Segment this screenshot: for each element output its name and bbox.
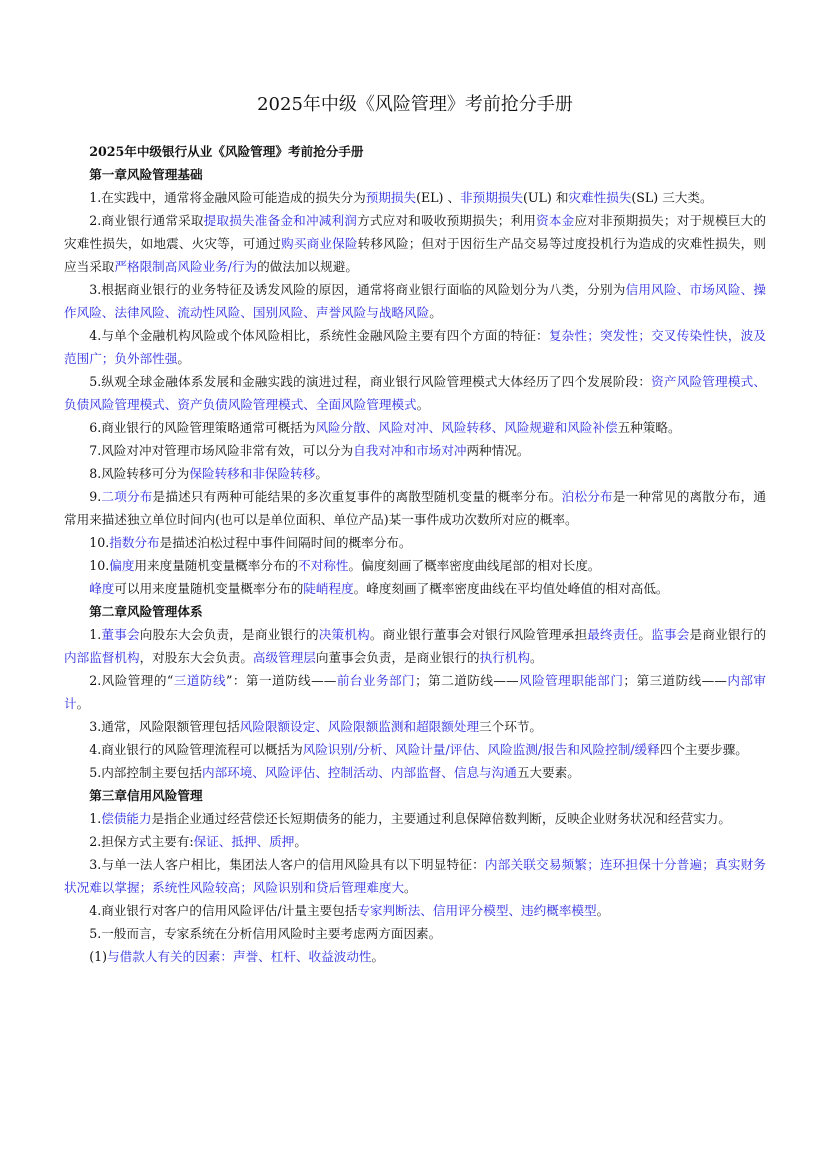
text-segment: 10. — [89, 558, 110, 573]
chapter-heading: 第三章信用风险管理 — [89, 788, 203, 803]
paragraph — [64, 807, 766, 830]
text-segment: 。 — [76, 696, 90, 711]
text-segment: 方式应对和吸收预期损失；利用 — [357, 213, 537, 228]
highlighted-term: 泊松分布 — [561, 489, 613, 504]
highlighted-term: 严格限制高风险业务/行为 — [114, 259, 258, 274]
text-segment: 10. — [89, 535, 110, 550]
text-segment: 。 — [315, 466, 328, 481]
text-segment: 6.商业银行的风险管理策略通常可概括为 — [89, 420, 316, 435]
paragraph — [64, 416, 766, 439]
text-segment: 是描述只有两种可能结果的多次重复事件的离散型随机变量的概率分布。 — [152, 489, 562, 504]
text-segment: 7.风险对冲对管理市场风险非常有效，可以分为 — [89, 443, 354, 458]
highlighted-term: 最终责任 — [587, 627, 639, 642]
highlighted-term: 风险管理职能部门 — [518, 673, 624, 688]
paragraph — [64, 209, 766, 278]
text-segment: 3.与单一法人客户相比，集团法人客户的信用风险具有以下明显特征： — [89, 857, 485, 872]
text-segment: 1. — [89, 811, 102, 826]
paragraph — [64, 186, 766, 209]
paragraph — [64, 531, 766, 554]
chapters-container — [64, 163, 766, 968]
text-segment: (1) — [89, 949, 108, 964]
paragraph — [64, 577, 766, 600]
text-segment: (SL) 三大类。 — [631, 190, 713, 205]
text-segment: 。 — [371, 949, 385, 964]
highlighted-term: 风险识别/分析、风险计量/评估、风险监测/报告和风险控制/缓释 — [302, 742, 660, 757]
text-segment: 。偏度刻画了概率密度曲线尾部的相对长度。 — [348, 558, 601, 573]
paragraph — [64, 922, 766, 945]
text-segment: 。商业银行董事会对银行风险管理承担 — [369, 627, 588, 642]
text-segment: 8.风险转移可分为 — [89, 466, 190, 481]
text-segment: 是一种常见的离散分布，通常用来描述独立单位时间内(也可以是单位面积、单位产品)某一事件成功次数所对应的概率。 — [64, 489, 767, 527]
highlighted-term: 内部审计 — [64, 673, 766, 711]
text-segment: 的做法加以规避。 — [257, 259, 358, 274]
highlighted-term: 内部监督机构 — [64, 650, 140, 665]
paragraph — [64, 715, 766, 738]
highlighted-term: 购买商业保险 — [281, 236, 358, 251]
text-segment: 9. — [89, 489, 102, 504]
text-segment: 转移风险；但对于因衍生产品交易等过度投机行为造成的灾难性损失，则应当采取 — [64, 236, 767, 274]
highlighted-term: 预期损失 — [365, 190, 417, 205]
text-segment: 4.商业银行的风险管理流程可以概括为 — [89, 742, 303, 757]
text-segment: 用来度量随机变量概率分布的 — [134, 558, 299, 573]
highlighted-term: 执行机构 — [479, 650, 530, 665]
text-segment: 3.根据商业银行的业务特征及诱发风险的原因，通常将商业银行面临的风险划分为八类，分别为 — [89, 282, 626, 297]
text-segment: 三个环节。 — [479, 719, 542, 734]
highlighted-term: 与借款人有关的因素：声誉、杠杆、收益波动性 — [107, 949, 372, 964]
text-segment: ，对股东大会负责。 — [139, 650, 253, 665]
highlighted-term: 监事会 — [651, 627, 690, 642]
highlighted-term: 内部关联交易频繁；连环担保十分普遍；真实财务状况难以掌握；系统性风险较高；风险识别和贷后管理难度大 — [64, 857, 766, 895]
text-segment: 。 — [404, 880, 417, 895]
text-segment: 五种策略。 — [617, 420, 681, 435]
document-title: 2025年中级《风险管理》考前抢分手册 — [257, 94, 573, 115]
chapter-heading: 第二章风险管理体系 — [89, 604, 203, 619]
highlighted-term: 复杂性；突发性；交叉传染性快，波及范围广；负外部性强 — [64, 328, 766, 366]
text-segment: 2.商业银行通常采取 — [89, 213, 204, 228]
text-segment: 是描述泊松过程中事件间隔时间的概率分布。 — [159, 535, 412, 550]
text-segment: 两种情况。 — [466, 443, 530, 458]
text-segment: 五大要素。 — [516, 765, 580, 780]
text-segment: 可以用来度量随机变量概率分布的 — [114, 581, 304, 596]
highlighted-term: 非预期损失 — [460, 190, 524, 205]
highlighted-term: 高级管理层 — [252, 650, 316, 665]
text-segment: 5.内部控制主要包括 — [89, 765, 202, 780]
highlighted-term: 二项分布 — [101, 489, 153, 504]
paragraph — [64, 669, 766, 715]
text-segment: 。 — [429, 305, 442, 320]
text-segment: 4.商业银行对客户的信用风险评估/计量主要包括 — [89, 903, 358, 918]
highlighted-term: 风险分散、风险对冲、风险转移、风险规避和风险补偿 — [315, 420, 618, 435]
text-segment: 。 — [596, 903, 610, 918]
highlighted-term: 决策机构 — [318, 627, 370, 642]
document-body — [64, 140, 766, 968]
paragraph — [64, 554, 766, 577]
text-segment: 。 — [177, 351, 190, 366]
highlighted-term: 专家判断法、信用评分模型、违约概率模型 — [357, 903, 597, 918]
paragraph — [64, 853, 766, 899]
text-segment: 向股东大会负责，是商业银行的 — [139, 627, 319, 642]
text-segment: (EL) 、 — [416, 190, 461, 205]
highlighted-term: 峰度 — [89, 581, 115, 596]
paragraph — [64, 830, 766, 853]
highlighted-term: 资本金 — [536, 213, 575, 228]
highlighted-term: 灾难性损失 — [568, 190, 632, 205]
paragraph — [64, 623, 766, 669]
paragraph — [64, 439, 766, 462]
highlighted-term: 资产风险管理模式、负债风险管理模式、资产负债风险管理模式、全面风险管理模式 — [64, 374, 766, 412]
text-segment: 。峰度刻画了概率密度曲线在平均值处峰值的相对高低。 — [353, 581, 669, 596]
highlighted-term: 保险转移和非保险转移 — [189, 466, 316, 481]
text-segment: 。 — [529, 650, 543, 665]
text-segment: 4.与单个金融机构风险或个体风险相比，系统性金融风险主要有四个方面的特征： — [89, 328, 549, 343]
paragraph — [64, 738, 766, 761]
highlighted-term: 提取损失准备金和冲减利润 — [203, 213, 358, 228]
highlighted-term: 保证、抵押、质押 — [193, 834, 295, 849]
text-segment: (UL) 和 — [523, 190, 569, 205]
highlighted-term: 内部环境、风险评估、控制活动、内部监督、信息与沟通 — [201, 765, 517, 780]
text-segment: ”：第一道防线—— — [225, 673, 337, 688]
paragraph — [64, 324, 766, 370]
text-segment: 2.担保方式主要有: — [89, 834, 194, 849]
paragraph — [64, 945, 766, 968]
text-segment: 1. — [89, 627, 102, 642]
paragraph — [64, 278, 766, 324]
text-segment: 向董事会负责，是商业银行的 — [315, 650, 480, 665]
text-segment: ；第二道防线—— — [415, 673, 519, 688]
highlighted-term: 陡峭程度 — [303, 581, 354, 596]
text-segment: 是指企业通过经营偿还长短期债务的能力，主要通过利息保障倍数判断，反映企业财务状况和经营实力。 — [151, 811, 731, 826]
text-segment: 应对非预期损失；对于规模巨大的灾难性损失，如地震、火灾等，可通过 — [64, 213, 767, 251]
text-segment: 1.在实践中，通常将金融风险可能造成的损失分为 — [89, 190, 366, 205]
text-segment: 5.纵观全球金融体系发展和金融实践的演进过程，商业银行风险管理模式大体经历了四个发展阶段： — [89, 374, 652, 389]
text-segment: 3.通常，风险限额管理包括 — [89, 719, 240, 734]
document-subtitle: 2025年中级银行从业《风险管理》考前抢分手册 — [89, 144, 364, 159]
paragraph — [64, 899, 766, 922]
paragraph — [64, 761, 766, 784]
text-segment: 。 — [294, 834, 307, 849]
paragraph — [64, 485, 766, 531]
text-segment: 5.一般而言，专家系统在分析信用风险时主要考虑两方面因素。 — [89, 926, 442, 941]
highlighted-term: 董事会 — [101, 627, 140, 642]
highlighted-term: 信用风险、市场风险、操作风险、法律风险、流动性风险、国别风险、声誉风险与战略风险 — [64, 282, 766, 320]
highlighted-term: 自我对冲和市场对冲 — [353, 443, 467, 458]
highlighted-term: 三道防线 — [173, 673, 226, 688]
chapter-heading: 第一章风险管理基础 — [89, 167, 203, 182]
highlighted-term: 偏度 — [109, 558, 135, 573]
text-segment: 。 — [416, 397, 430, 412]
highlighted-term: 风险限额设定、风险限额监测和超限额处理 — [239, 719, 480, 734]
highlighted-term: 偿债能力 — [101, 811, 152, 826]
text-segment: 2.风险管理的“ — [89, 673, 174, 688]
text-segment: 是商业银行的 — [689, 627, 767, 642]
highlighted-term: 不对称性 — [298, 558, 349, 573]
text-segment: 四个主要步骤。 — [659, 742, 748, 757]
paragraph — [64, 370, 766, 416]
text-segment: ；第三道防线—— — [623, 673, 727, 688]
highlighted-term: 前台业务部门 — [336, 673, 416, 688]
paragraph — [64, 462, 766, 485]
text-segment: 。 — [638, 627, 652, 642]
highlighted-term: 指数分布 — [109, 535, 160, 550]
